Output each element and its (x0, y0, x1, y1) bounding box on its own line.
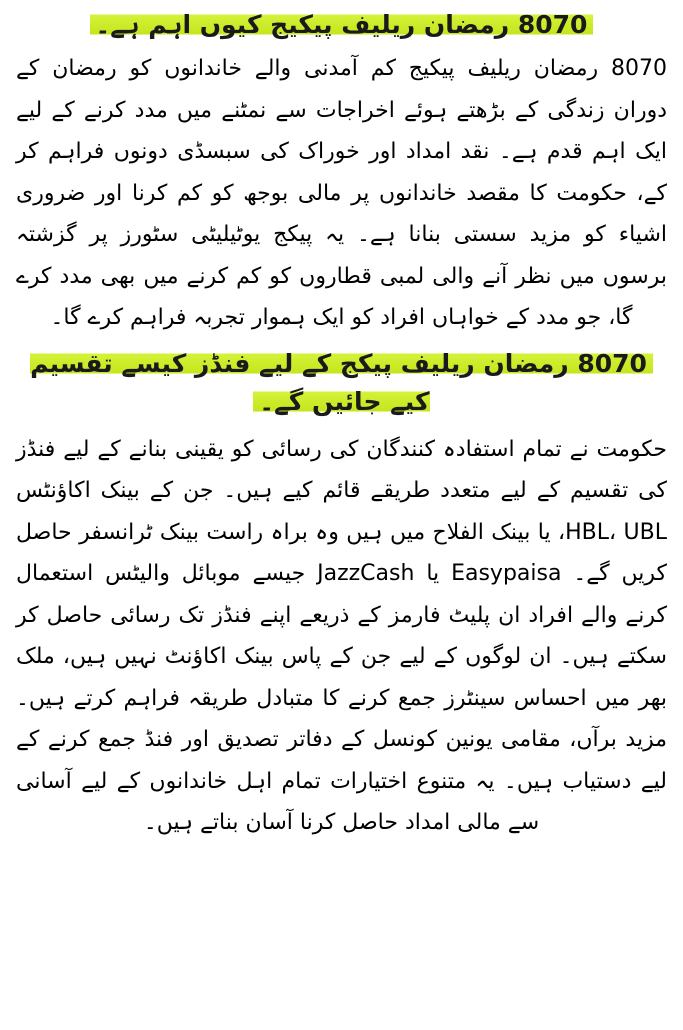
section-paragraph-fund-distribution: حکومت نے تمام استفادہ کنندگان کی رسائی کو یقینی بنانے کے لیے فنڈز کی تقسیم کے لیے متعدد طریقے قائم کیے ہیں۔ جن کے بینک اکاؤنٹس HBL، UBL، یا بینک الفلاح میں ہیں وہ براہ راست بینک ٹرانسفر حاصل کریں گے۔ Easypaisa یا JazzCash جیسے موبائل والیٹس استعمال کرنے والے افراد ان پلیٹ فارمز کے ذریعے اپنے فنڈز تک رسائی حاصل کر سکتے ہیں۔ ان لوگوں کے لیے جن کے پاس بینک اکاؤنٹ نہیں ہیں، ملک بھر میں احساس سینٹرز جمع کرنے کا متبادل طریقہ فراہم کرتے ہیں۔ مزید برآں، مقامی یونین کونسل کے دفاتر تصدیق اور فنڈ جمع کرنے کے لیے دستیاب ہیں۔ یہ متنوع اختیارات تمام اہل خاندانوں کے لیے آسانی سے مالی امداد حاصل کرنا آسان بناتے ہیں۔ (16, 436, 667, 835)
section-heading-why-important (12, 6, 671, 44)
section-paragraph-why-important: 8070 رمضان ریلیف پیکیج کم آمدنی والے خاندانوں کو رمضان کے دوران زندگی کے بڑھتے ہوئے اخراجات سے نمٹنے میں مدد کرنے کے لیے ایک اہم قدم ہے۔ نقد امداد اور خوراک کی سبسڈی دونوں فراہم کر کے، حکومت کا مقصد خاندانوں پر مالی بوجھ کو کم کرنا اور ضروری اشیاء کو مزید سستی بنانا ہے۔ یہ پیکج یوٹیلیٹی سٹورز پر گزشتہ برسوں میں نظر آنے والی لمبی قطاروں کو کم کرنے میں بھی مدد کرے گا، جو مدد کے خواہاں افراد کو ایک ہموار تجربہ فراہم کرے گا۔ (16, 56, 667, 330)
heading-text: 8070 رمضان ریلیف پیکج کے لیے فنڈز کیسے تقسیم کیے جائیں گے۔ (30, 349, 653, 416)
section-heading-fund-distribution (12, 345, 671, 421)
article (0, 6, 683, 1030)
heading-text: 8070 رمضان ریلیف پیکیج کیوں اہم ہے۔ (90, 10, 594, 39)
